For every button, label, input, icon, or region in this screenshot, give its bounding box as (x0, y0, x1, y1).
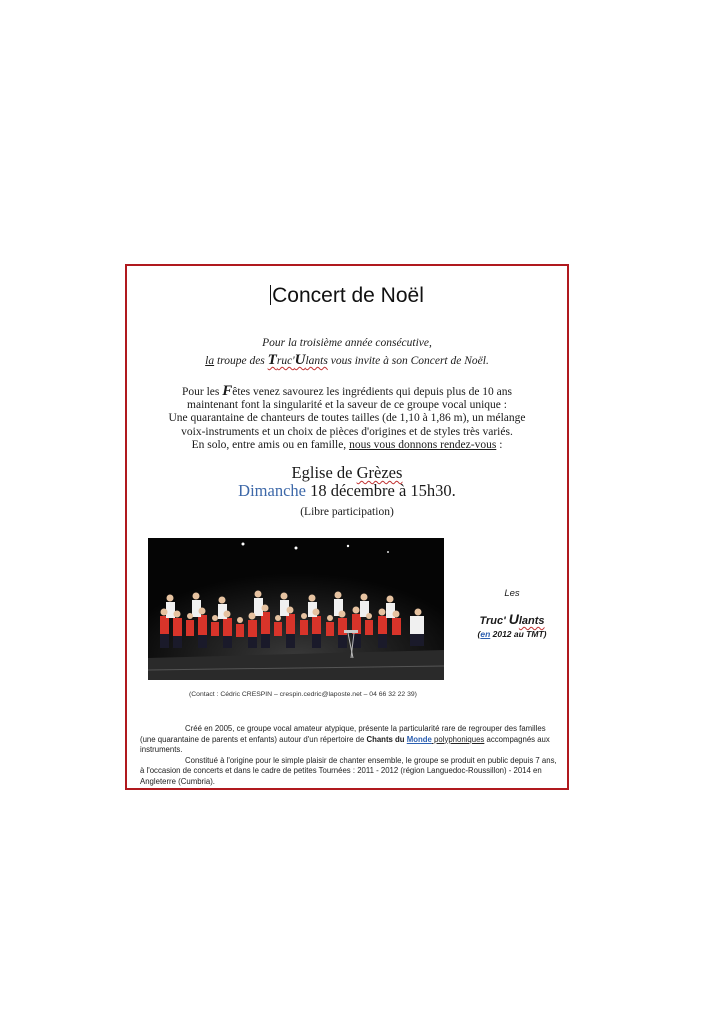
contact-info: (Contact : Cédric CRESPIN – crespin.cedric@laposte.net – 04 66 32 22 39) (189, 691, 417, 698)
intro-text: Pour la troisième année consécutive, la troupe des Truc'Ulants vous invite à son Concert de Noël. (205, 337, 489, 368)
venue-info: Eglise de Grèzes Dimanche 18 décembre à 15h30. (238, 463, 456, 500)
group-description: Créé en 2005, ce groupe vocal amateur atypique, présente la particularité rare de regrouper des familles (une quarantaine de parents et enfants) autour d'un répertoire de Chants du Monde polyphoniques accompagnés aux instruments. Constitué à l'origine pour le simple plaisir de chanter ensemble, le groupe se produit en public depuis 7 ans, à l'occasion de concerts et dans le cadre de petites Tournées : 2011 - 2012 (région Languedoc-Roussillon) - 2014 en Angleterre (Cumbria). (140, 724, 557, 786)
description-paragraph: Pour les Fêtes venez savourez les ingrédients qui depuis plus de 10 ans maintenant font la singularité et la saveur de ce groupe vocal unique : Une quarantaine de chanteurs de toutes tailles (de 1,10 à 1,86 m), un mélange voix-instruments et un choix de pièces d'origines et de styles très variés. En solo, entre amis ou en famille, nous vous donnons rendez-vous : (168, 383, 526, 451)
participation-note: (Libre participation) (300, 506, 394, 518)
choir-photo-image (148, 538, 444, 680)
concert-flyer (125, 264, 569, 790)
text-cursor (270, 285, 271, 305)
choir-photo (148, 538, 444, 680)
photo-caption: Les Truc' Ulants (en 2012 au TMT) (477, 588, 547, 639)
troupe-name: Truc'Ulants (267, 352, 328, 368)
flyer-title: Concert de Noël (272, 284, 424, 307)
